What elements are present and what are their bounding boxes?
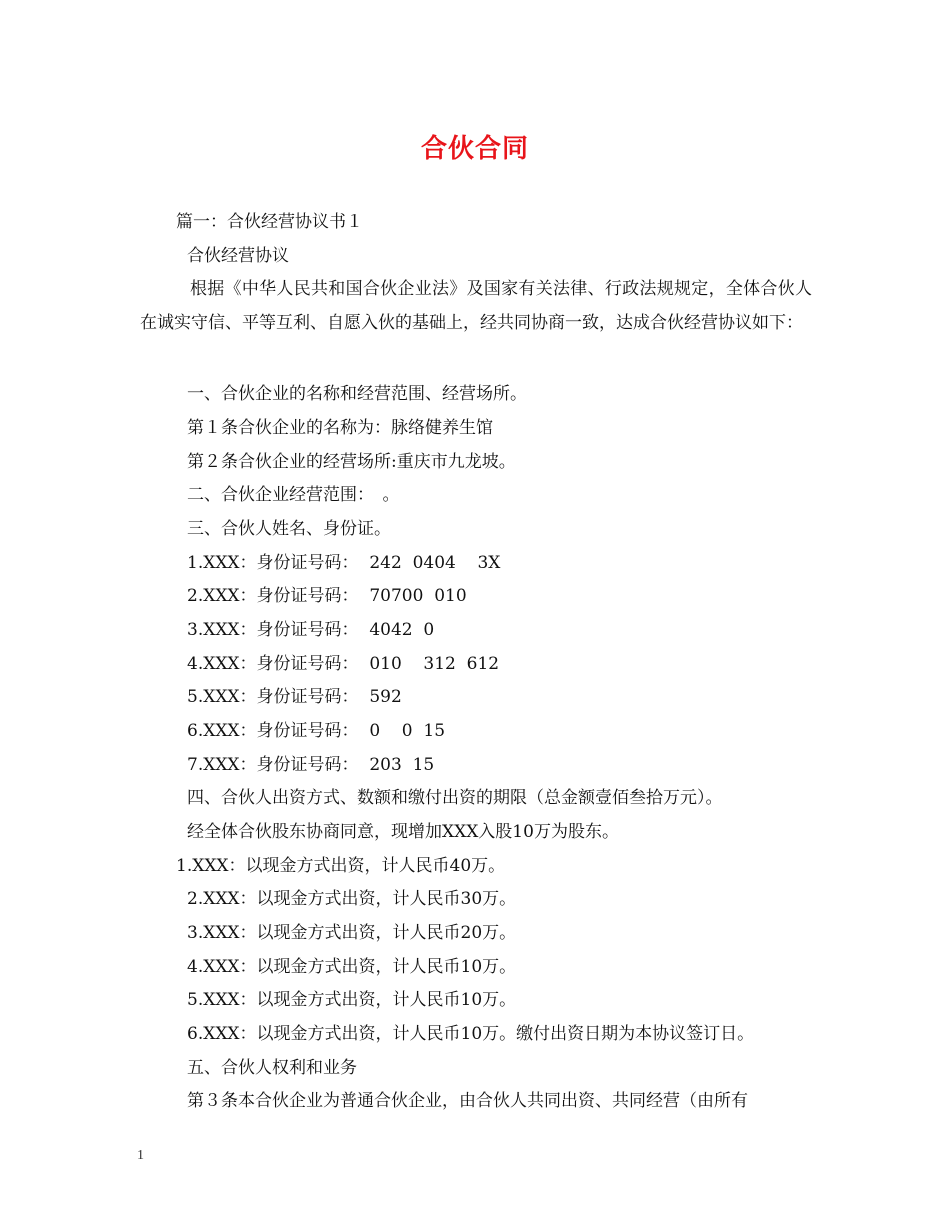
contribution-line: 2.XXX：以现金方式出资，计人民币30万。 xyxy=(187,889,517,909)
contribution-line: 6.XXX：以现金方式出资，计人民币10万。缴付出资日期为本协议签订日。 xyxy=(187,1024,755,1044)
clause-line: 第１条合伙企业的名称为：脉络健养生馆 xyxy=(187,418,493,438)
page-number: 1 xyxy=(137,1148,144,1163)
clause-line: 五、合伙人权利和业务 xyxy=(187,1058,357,1078)
clause-line: 第３条本合伙企业为普通合伙企业，由合伙人共同出资、共同经营（由所有 xyxy=(187,1091,748,1111)
clause-line: 第２条合伙企业的经营场所:重庆市九龙坡。 xyxy=(187,452,516,472)
contribution-line: 3.XXX：以现金方式出资，计人民币20万。 xyxy=(187,923,517,943)
section-heading: 篇一：合伙经营协议书１ xyxy=(176,212,363,232)
clause-line: 一、合伙企业的名称和经营范围、经营场所。 xyxy=(187,384,527,404)
clause-line: 四、合伙人出资方式、数额和缴付出资的期限（总金额壹佰叁拾万元）。 xyxy=(187,788,723,808)
partner-id-line: 7.XXX：身份证号码： 203 15 xyxy=(187,755,435,775)
contribution-line: 4.XXX：以现金方式出资，计人民币10万。 xyxy=(187,957,517,977)
clause-line: 三、合伙人姓名、身份证。 xyxy=(187,519,391,539)
partner-id-line: 6.XXX：身份证号码： 0 0 15 xyxy=(187,721,446,741)
partner-id-line: 2.XXX：身份证号码： 70700 010 xyxy=(187,586,467,606)
intro-paragraph: 根据《中华人民共和国合伙企业法》及国家有关法律、行政法规规定，全体合伙人在诚实守信、平等互利、自愿入伙的基础上，经共同协商一致，达成合伙经营协议如下： xyxy=(140,279,812,333)
clause-line: 经全体合伙股东协商同意，现增加XXX入股10万为股东。 xyxy=(187,822,619,842)
document-title: 合伙合同 xyxy=(420,134,529,164)
clause-line: 二、合伙企业经营范围： 。 xyxy=(187,485,400,505)
contribution-line: 5.XXX：以现金方式出资，计人民币10万。 xyxy=(187,990,517,1010)
contribution-line: 1.XXX：以现金方式出资，计人民币40万。 xyxy=(176,856,506,876)
partner-id-line: 3.XXX：身份证号码： 4042 0 xyxy=(187,620,435,640)
agreement-title: 合伙经营协议 xyxy=(187,246,289,266)
partner-id-line: 5.XXX：身份证号码： 592 xyxy=(187,687,402,707)
partner-id-line: 1.XXX：身份证号码： 242 0404 3X xyxy=(187,553,501,573)
partner-id-line: 4.XXX：身份证号码： 010 312 612 xyxy=(187,654,500,674)
